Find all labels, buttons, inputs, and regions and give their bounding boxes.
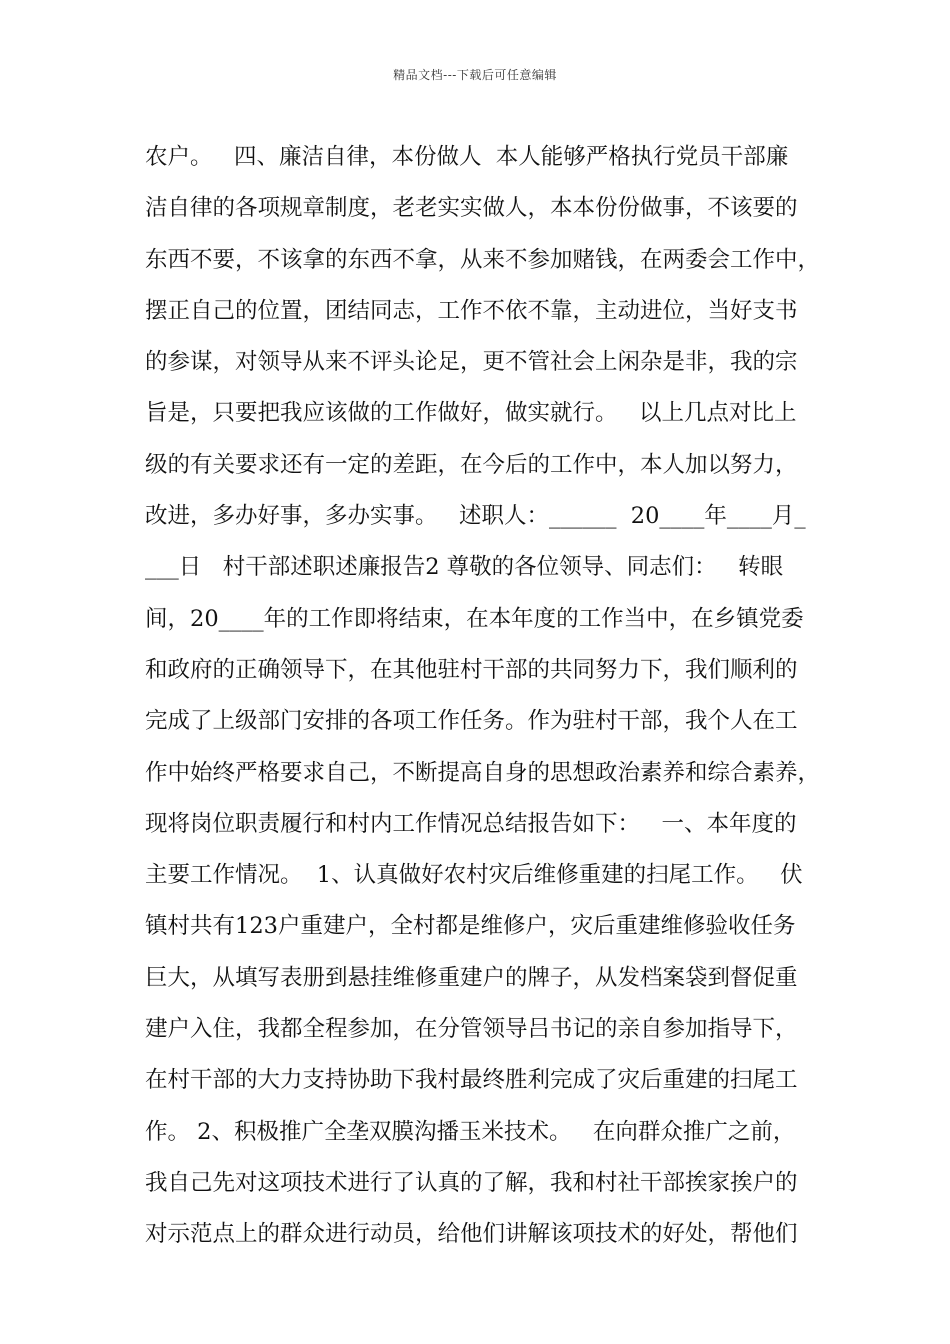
text-line: 作。 2、积极推广全垄双膜沟播玉米技术。 在向群众推广之前， [145, 1118, 796, 1145]
text-line: 在村干部的大力支持协助下我村最终胜利完成了灾后重建的扫尾工 [145, 1067, 798, 1094]
text-line: 主要工作情况。 1、认真做好农村灾后维修重建的扫尾工作。 伏 [145, 862, 803, 889]
text-line: 完成了上级部门安排的各项工作任务。作为驻村干部，我个人在工 [145, 708, 798, 735]
text-line: 我自己先对这项技术进行了认真的了解，我和村社干部挨家挨户的 [145, 1169, 798, 1196]
body-text [145, 132, 825, 1261]
text-line: 级的有关要求还有一定的差距，在今后的工作中，本人加以努力， [145, 451, 798, 478]
text-line: 建户入住，我都全程参加，在分管领导吕书记的亲自参加指导下， [145, 1016, 798, 1043]
text-line: 作中始终严格要求自己，不断提高自身的思想政治素养和综合素养， [145, 759, 821, 786]
text-line: 摆正自己的位置，团结同志，工作不依不靠，主动进位，当好支书 [145, 297, 798, 324]
text-line: 旨是，只要把我应该做的工作做好，做实就行。 以上几点对比上 [145, 400, 797, 427]
text-line: 和政府的正确领导下，在其他驻村干部的共同努力下，我们顺利的 [145, 656, 798, 683]
text-line: 农户。 四、廉洁自律，本份做人 本人能够严格执行党员干部廉 [145, 144, 789, 170]
text-line: 现将岗位职责履行和村内工作情况总结报告如下： 一、本年度的 [145, 810, 797, 837]
text-line: 东西不要，不该拿的东西不拿，从来不参加赌钱，在两委会工作中， [145, 246, 821, 273]
text-line: 的参谋，对领导从来不评头论足，更不管社会上闲杂是非，我的宗 [145, 349, 798, 376]
text-line: 间，20____年的工作即将结束，在本年度的工作当中，在乡镇党委 [145, 605, 804, 632]
text-line: 洁自律的各项规章制度，老老实实做人，本本份份做事，不该要的 [145, 195, 798, 222]
page-header: 精品文档---下载后可任意编辑 [393, 68, 557, 82]
text-line: 改进，多办好事，多办实事。 述职人：______ 20____年____月_ [145, 503, 806, 530]
text-line: ___日 村干部述职述廉报告2 尊敬的各位领导、同志们： 转眼 [145, 554, 784, 581]
text-line: 对示范点上的群众进行动员，给他们讲解该项技术的好处，帮他们 [145, 1221, 798, 1248]
text-line: 巨大，从填写表册到悬挂维修重建户的牌子，从发档案袋到督促重 [145, 964, 798, 991]
text-line: 镇村共有123户重建户，全村都是维修户，灾后重建维修验收任务 [145, 913, 796, 940]
